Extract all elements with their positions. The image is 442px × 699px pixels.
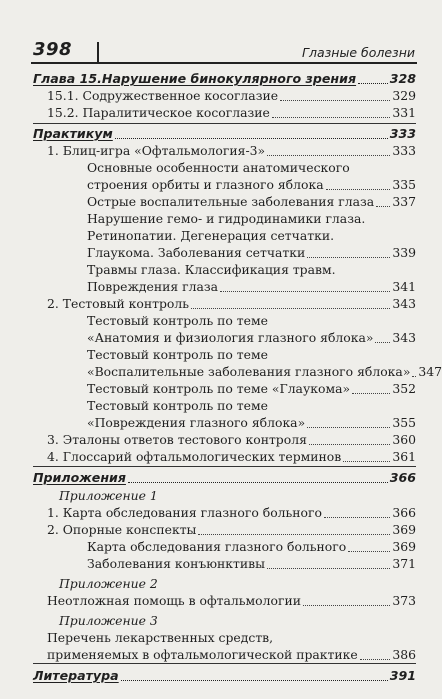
toc-appendix-heading [33,612,416,629]
toc-entry [33,261,416,278]
toc-entry-title: 2. Тестовый контроль [47,296,189,311]
toc-entry-title: Тестовый контроль по теме [87,313,268,328]
toc-entry-title: Перечень лекарственных средств, [47,630,274,645]
toc-page-number: 366 [392,505,416,520]
dot-leader [267,155,390,156]
page-number: 398 [33,39,73,60]
dot-leader [272,117,390,118]
toc-entry [33,159,416,176]
toc-entry-title: Заболевания конъюнктивы [87,556,265,571]
toc-entry-title: 3. Эталоны ответов тестового контроля [47,432,307,447]
dot-leader [360,659,391,660]
toc-entry [33,312,416,329]
dot-leader [309,444,390,445]
toc-entry-title: Тестовый контроль по теме [87,347,268,362]
dot-leader [375,342,390,343]
toc-entry-title: Острые воспалительные заболевания глаза [87,194,375,209]
toc-entry-title: Травмы глаза. Классификация травм. [87,262,336,277]
toc-entry [33,414,416,431]
toc-entry [33,346,416,363]
toc-entry-title: Неотложная помощь в офтальмологии [47,593,301,608]
toc-entry [33,210,416,227]
toc-entry [33,504,416,521]
toc-entry-title: Основные особенности анатомического [87,160,350,175]
toc-entry-title: Литература [33,668,119,683]
toc-page-number: 337 [392,194,416,209]
dot-leader [191,308,390,309]
toc-entry [33,329,416,346]
toc-chapter-entry [33,667,416,684]
dot-leader [352,393,390,394]
running-title: Глазные болезни [302,45,415,60]
toc-entry-title: Карта обследования глазного больного [87,539,347,554]
toc-entry [33,87,416,104]
toc-entry [33,278,416,295]
dot-leader [412,376,416,377]
toc-entry-title: Тестовый контроль по теме «Глаукома» [87,381,351,396]
dot-leader [348,551,390,552]
toc-appendix-heading [33,575,416,592]
dot-leader [307,257,390,258]
dot-leader [303,605,390,606]
page-header [31,36,417,62]
toc-page-number: 343 [392,296,416,311]
toc-page-number: 333 [389,126,416,141]
toc-page-number: 329 [392,88,416,103]
toc-chapter-entry [33,125,416,142]
dot-leader [343,461,390,462]
toc-entry-title: «Повреждения глазного яблока» [87,415,306,430]
toc-entry-title: Приложения [33,470,126,485]
toc-entry-title: Приложение 2 [59,576,158,591]
toc-page-number: 333 [392,143,416,158]
toc-entry [33,142,416,159]
toc-entry [33,363,442,380]
toc-entry [33,538,416,555]
toc-page-number: 366 [389,470,416,485]
toc-page-number: 369 [392,539,416,554]
toc-entry-title: 15.1. Содружественное косоглазие [47,88,279,103]
toc-entry-title: 2. Опорные конспекты [47,522,197,537]
toc-entry-title: применяемых в офтальмологической практике [47,647,358,662]
toc-page-number: 343 [392,330,416,345]
toc-page-number: 355 [392,415,416,430]
toc-entry-title: 15.2. Паралитическое косоглазие [47,105,270,120]
dot-leader [198,534,390,535]
header-divider [97,42,99,62]
header-rule [31,62,417,64]
section-divider [33,123,416,124]
toc-page-number: 386 [392,647,416,662]
toc-entry [33,431,416,448]
toc-entry-title: Практикум [33,126,113,141]
toc-page-number: 339 [392,245,416,260]
toc-chapter-entry [33,469,416,486]
toc-page-number: 335 [392,177,416,192]
toc-entry-title: Глава 15.Нарушение бинокулярного зрения [33,71,357,86]
toc-entry-title: «Анатомия и физиология глазного яблока» [87,330,374,345]
toc-page-number: 352 [392,381,416,396]
toc-entry [33,521,416,538]
toc-entry [33,244,416,261]
dot-leader [121,680,388,681]
toc-page-number: 373 [392,593,416,608]
toc-page-number: 369 [392,522,416,537]
toc-page-number: 391 [389,668,416,683]
toc-entry-title: 4. Глоссарий офтальмологических терминов [47,449,342,464]
dot-leader [115,138,388,139]
toc-page-number: 360 [392,432,416,447]
toc-entry-title: Глаукома. Заболевания сетчатки [87,245,306,260]
toc-entry [33,193,416,210]
dot-leader [128,482,388,483]
dot-leader [280,100,390,101]
toc-entry-title: 1. Блиц-игра «Офтальмология-3» [47,143,266,158]
section-divider [33,663,416,664]
toc-entry [33,104,416,121]
toc-entry [33,295,416,312]
toc-entry [33,227,416,244]
toc-entry-title: «Воспалительные заболевания глазного яблока» [87,364,411,379]
toc-entry-title: Приложение 1 [59,488,158,503]
dot-leader [376,206,390,207]
toc-page-number: 361 [392,449,416,464]
toc-entry-title: Приложение 3 [59,613,158,628]
dot-leader [267,568,390,569]
toc-entry [33,592,416,609]
dot-leader [307,427,390,428]
dot-leader [220,291,390,292]
toc-page-number: 371 [392,556,416,571]
toc-entry [33,380,416,397]
toc-entry [33,646,416,663]
toc-entry [33,176,416,193]
toc-entry-title: Повреждения глаза [87,279,219,294]
toc-entry-title: 1. Карта обследования глазного больного [47,505,322,520]
toc-entry-title: Нарушение гемо- и гидродинамики глаза. [87,211,366,226]
toc-page-number: 347 [418,364,442,379]
section-divider [33,466,416,467]
toc-page-number: 341 [392,279,416,294]
toc-entry-title: строения орбиты и глазного яблока [87,177,324,192]
toc-entry [33,397,416,414]
toc-chapter-entry [33,70,416,87]
dot-leader [358,83,388,84]
toc-entry-title: Тестовый контроль по теме [87,398,268,413]
toc-entry [33,629,416,646]
dot-leader [324,517,390,518]
toc-entry [33,555,416,572]
dot-leader [326,189,391,190]
toc-appendix-heading [33,487,416,504]
toc-page-number: 331 [392,105,416,120]
toc-entry-title: Ретинопатии. Дегенерация сетчатки. [87,228,335,243]
toc-entry [33,448,416,465]
toc-page-number: 328 [389,71,416,86]
